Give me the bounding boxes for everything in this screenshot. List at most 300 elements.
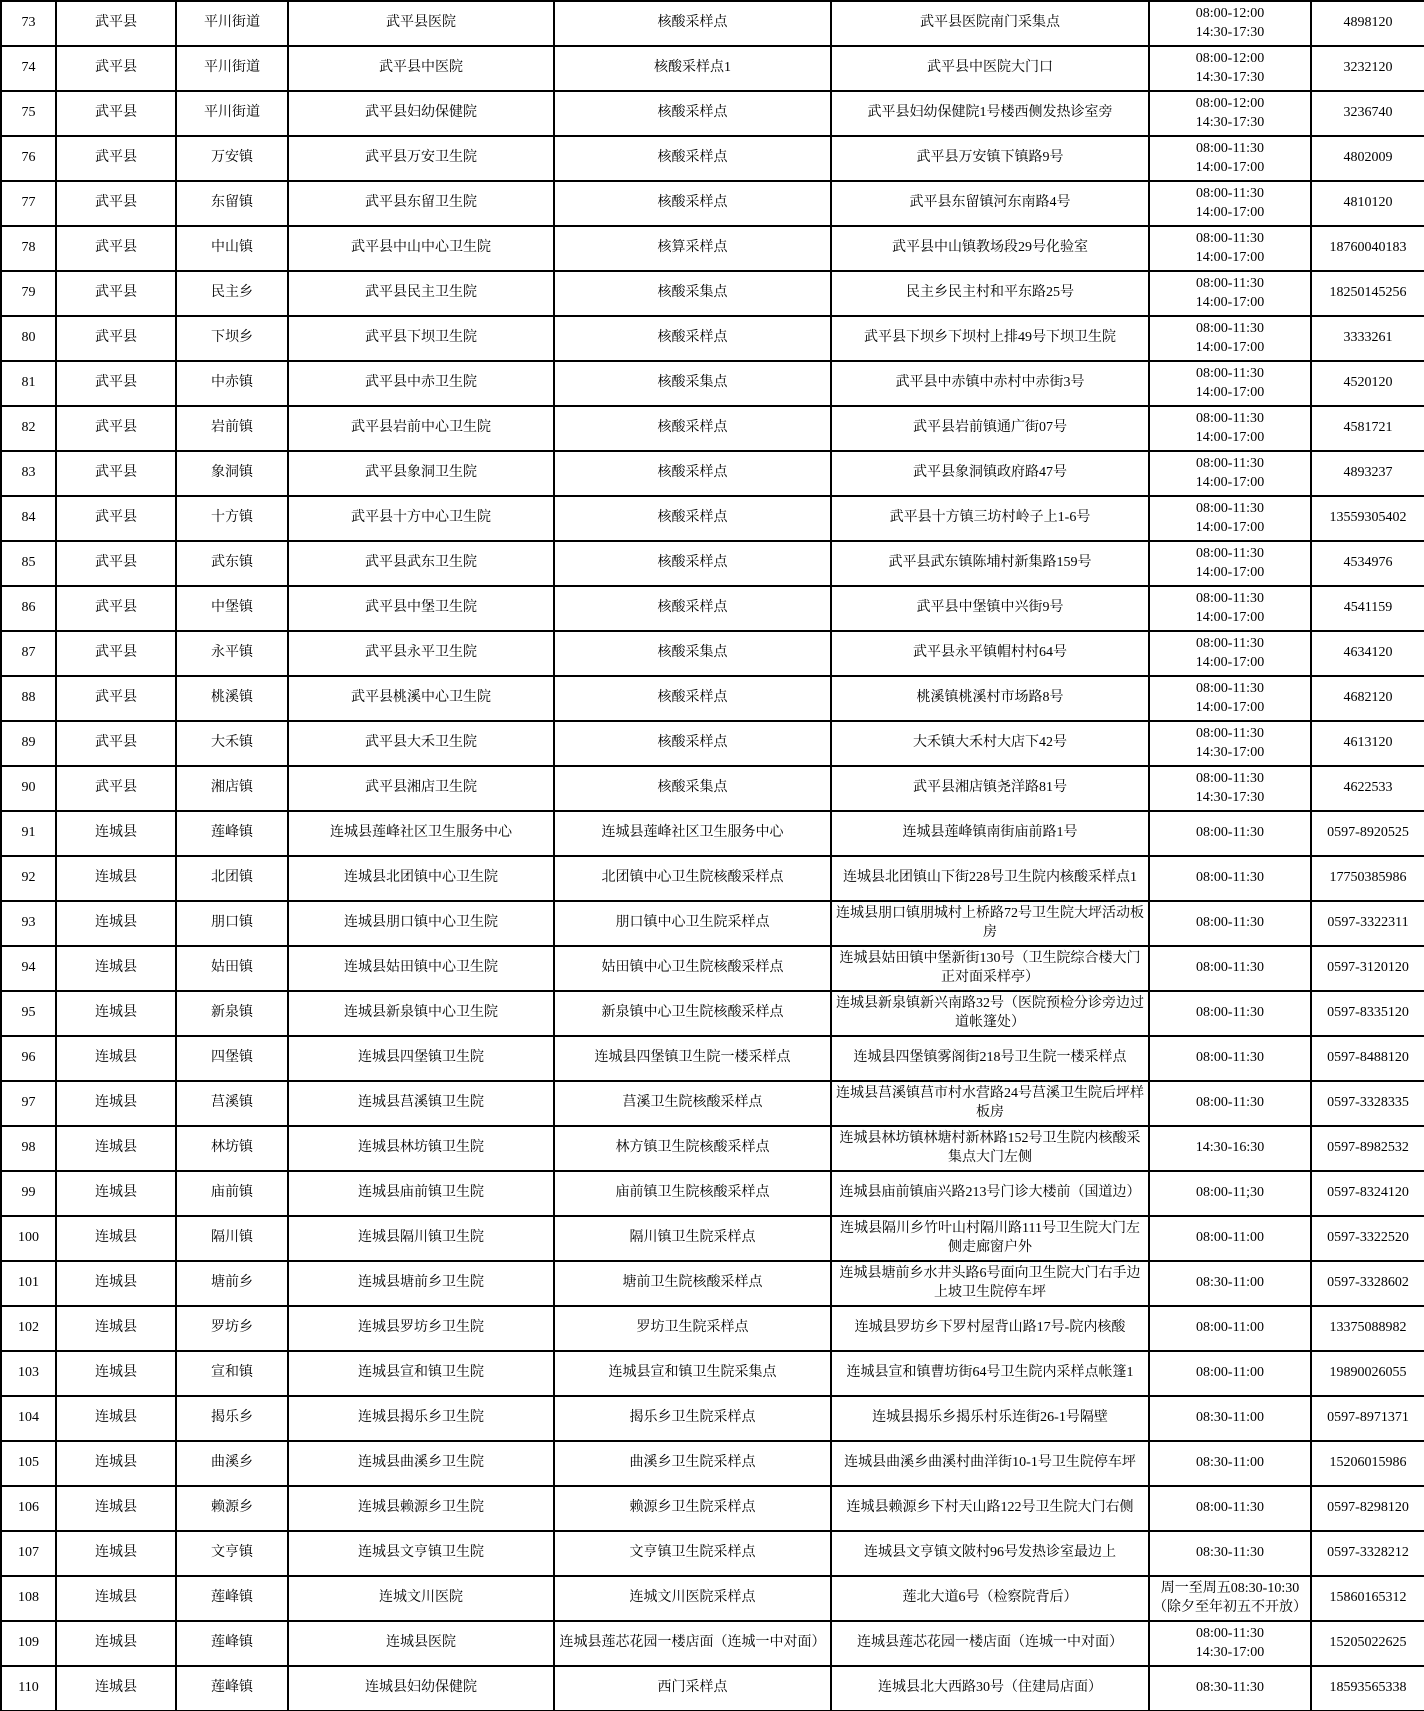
- cell-row-number: 108: [1, 1576, 56, 1621]
- cell-hours: [1149, 811, 1311, 856]
- cell-county: 武平县: [56, 541, 176, 586]
- table-row: [1, 1396, 1424, 1441]
- hours-line: 08:00-11;30: [1196, 1185, 1264, 1201]
- cell-town: 罗坊乡: [176, 1306, 288, 1351]
- table-row: [1, 1351, 1424, 1396]
- cell-town: 民主乡: [176, 271, 288, 316]
- hours-line: 08:00-11:30: [1196, 681, 1264, 697]
- hours-line: 08:30-11:00: [1196, 1410, 1264, 1426]
- cell-address: 连城县新泉镇新兴南路32号（医院预检分诊旁边过道帐篷处）: [831, 991, 1149, 1036]
- table-row: [1, 1306, 1424, 1351]
- cell-county: 连城县: [56, 1666, 176, 1711]
- cell-phone: 0597-8298120: [1311, 1486, 1424, 1531]
- cell-institution: 武平县永平卫生院: [288, 631, 554, 676]
- cell-institution: 武平县下坝卫生院: [288, 316, 554, 361]
- cell-county: 连城县: [56, 901, 176, 946]
- cell-address: 武平县武东镇陈埔村新集路159号: [831, 541, 1149, 586]
- cell-phone: 18250145256: [1311, 271, 1424, 316]
- cell-phone: 0597-3120120: [1311, 946, 1424, 991]
- cell-town: 林坊镇: [176, 1126, 288, 1171]
- cell-institution: 武平县桃溪中心卫生院: [288, 676, 554, 721]
- table-row: [1, 1666, 1424, 1711]
- table-row: [1, 226, 1424, 271]
- cell-site-name: 隔川镇卫生院采样点: [554, 1216, 831, 1261]
- hours-line: 08:00-11:30: [1196, 1095, 1264, 1111]
- table-row: [1, 316, 1424, 361]
- cell-address: 桃溪镇桃溪村市场路8号: [831, 676, 1149, 721]
- cell-address: 连城县揭乐乡揭乐村乐连街26-1号隔壁: [831, 1396, 1149, 1441]
- cell-county: 武平县: [56, 361, 176, 406]
- cell-site-name: 文亨镇卫生院采样点: [554, 1531, 831, 1576]
- cell-phone: 15860165312: [1311, 1576, 1424, 1621]
- cell-town: 塘前乡: [176, 1261, 288, 1306]
- cell-row-number: 97: [1, 1081, 56, 1126]
- table-row: [1, 91, 1424, 136]
- cell-hours: [1149, 1, 1311, 46]
- cell-county: 武平县: [56, 676, 176, 721]
- table-row: [1, 541, 1424, 586]
- cell-phone: 4682120: [1311, 676, 1424, 721]
- cell-institution: 连城县宣和镇卫生院: [288, 1351, 554, 1396]
- cell-hours: [1149, 316, 1311, 361]
- cell-institution: 连城县新泉镇中心卫生院: [288, 991, 554, 1036]
- cell-institution: 连城县妇幼保健院: [288, 1666, 554, 1711]
- hours-line: 08:00-11:30: [1196, 366, 1264, 382]
- cell-town: 大禾镇: [176, 721, 288, 766]
- cell-town: 永平镇: [176, 631, 288, 676]
- cell-institution: 连城县姑田镇中心卫生院: [288, 946, 554, 991]
- cell-site-name: 莒溪卫生院核酸采样点: [554, 1081, 831, 1126]
- cell-county: 连城县: [56, 1306, 176, 1351]
- hours-line: 14:00-17:00: [1195, 249, 1265, 265]
- cell-hours: [1149, 451, 1311, 496]
- cell-town: 湘店镇: [176, 766, 288, 811]
- cell-hours: [1149, 856, 1311, 901]
- cell-hours: [1149, 1126, 1311, 1171]
- cell-county: 武平县: [56, 586, 176, 631]
- table-row: [1, 721, 1424, 766]
- cell-phone: 18760040183: [1311, 226, 1424, 271]
- cell-institution: 连城县医院: [288, 1621, 554, 1666]
- table-row: [1, 406, 1424, 451]
- hours-line: 08:00-11:30: [1196, 825, 1264, 841]
- cell-town: 万安镇: [176, 136, 288, 181]
- cell-address: 武平县中堡镇中兴街9号: [831, 586, 1149, 631]
- cell-address: 武平县湘店镇尧洋路81号: [831, 766, 1149, 811]
- cell-county: 连城县: [56, 1441, 176, 1486]
- cell-address: 连城县莒溪镇莒市村水营路24号莒溪卫生院后坪样板房: [831, 1081, 1149, 1126]
- cell-hours: [1149, 1486, 1311, 1531]
- cell-site-name: 核酸采集点: [554, 361, 831, 406]
- cell-hours: [1149, 1261, 1311, 1306]
- cell-county: 连城县: [56, 1126, 176, 1171]
- cell-phone: 3236740: [1311, 91, 1424, 136]
- table-row: [1, 1441, 1424, 1486]
- cell-site-name: 朋口镇中心卫生院采样点: [554, 901, 831, 946]
- cell-town: 中赤镇: [176, 361, 288, 406]
- cell-institution: 武平县中赤卫生院: [288, 361, 554, 406]
- cell-site-name: 林方镇卫生院核酸采样点: [554, 1126, 831, 1171]
- cell-row-number: 74: [1, 46, 56, 91]
- table-row: [1, 361, 1424, 406]
- cell-county: 武平县: [56, 406, 176, 451]
- cell-site-name: 新泉镇中心卫生院核酸采样点: [554, 991, 831, 1036]
- cell-phone: 4581721: [1311, 406, 1424, 451]
- cell-hours: [1149, 1216, 1311, 1261]
- cell-address: 连城县莲芯花园一楼店面（连城一中对面）: [831, 1621, 1149, 1666]
- hours-line: 08:00-11:30: [1196, 546, 1264, 562]
- cell-institution: 武平县万安卫生院: [288, 136, 554, 181]
- hours-line: 14:00-17:00: [1195, 339, 1265, 355]
- table-row: [1, 451, 1424, 496]
- cell-county: 连城县: [56, 1081, 176, 1126]
- cell-phone: 0597-8920525: [1311, 811, 1424, 856]
- table-row: [1, 631, 1424, 676]
- table-row: [1, 1081, 1424, 1126]
- cell-hours: [1149, 91, 1311, 136]
- cell-row-number: 88: [1, 676, 56, 721]
- cell-county: 武平县: [56, 451, 176, 496]
- cell-address: 连城县隔川乡竹叶山村隔川路111号卫生院大门左侧走廊窗户外: [831, 1216, 1149, 1261]
- cell-town: 莒溪镇: [176, 1081, 288, 1126]
- cell-address: 武平县万安镇下镇路9号: [831, 136, 1149, 181]
- cell-phone: 4520120: [1311, 361, 1424, 406]
- table-row: [1, 1261, 1424, 1306]
- hours-line: 08:00-11:00: [1196, 1230, 1264, 1246]
- cell-county: 连城县: [56, 991, 176, 1036]
- cell-town: 莲峰镇: [176, 811, 288, 856]
- cell-site-name: 庙前镇卫生院核酸采样点: [554, 1171, 831, 1216]
- cell-hours: [1149, 496, 1311, 541]
- cell-phone: 3232120: [1311, 46, 1424, 91]
- cell-phone: 15205022625: [1311, 1621, 1424, 1666]
- cell-row-number: 92: [1, 856, 56, 901]
- hours-line: 08:00-11:30: [1196, 915, 1264, 931]
- hours-line: 08:00-11:30: [1196, 636, 1264, 652]
- table-row: [1, 1576, 1424, 1621]
- cell-phone: 4634120: [1311, 631, 1424, 676]
- table-row: [1, 181, 1424, 226]
- cell-address: 武平县象洞镇政府路47号: [831, 451, 1149, 496]
- cell-institution: 连城县罗坊乡卫生院: [288, 1306, 554, 1351]
- cell-site-name: 姑田镇中心卫生院核酸采样点: [554, 946, 831, 991]
- cell-county: 连城县: [56, 1351, 176, 1396]
- cell-county: 武平县: [56, 496, 176, 541]
- hours-line: 08:00-11:30: [1196, 771, 1264, 787]
- cell-town: 东留镇: [176, 181, 288, 226]
- cell-address: 连城县宣和镇曹坊街64号卫生院内采样点帐篷1: [831, 1351, 1149, 1396]
- hours-line: 08:00-11:30: [1196, 1050, 1264, 1066]
- cell-site-name: 核酸采样点: [554, 181, 831, 226]
- table-body: [1, 1, 1424, 1711]
- cell-row-number: 107: [1, 1531, 56, 1576]
- cell-hours: [1149, 271, 1311, 316]
- cell-county: 武平县: [56, 271, 176, 316]
- cell-address: 连城县姑田镇中堡新街130号（卫生院综合楼大门正对面采样亭）: [831, 946, 1149, 991]
- hours-line: 08:00-12:00: [1195, 6, 1265, 22]
- cell-phone: 0597-3322311: [1311, 901, 1424, 946]
- table-row: [1, 766, 1424, 811]
- hours-line: 08:00-12:00: [1195, 96, 1265, 112]
- cell-address: 莲北大道6号（检察院背后）: [831, 1576, 1149, 1621]
- cell-town: 武东镇: [176, 541, 288, 586]
- cell-hours: [1149, 1351, 1311, 1396]
- cell-town: 新泉镇: [176, 991, 288, 1036]
- cell-row-number: 98: [1, 1126, 56, 1171]
- cell-institution: 连城县莲峰社区卫生服务中心: [288, 811, 554, 856]
- cell-institution: 武平县大禾卫生院: [288, 721, 554, 766]
- cell-row-number: 106: [1, 1486, 56, 1531]
- hours-line: 14:00-17:00: [1195, 609, 1265, 625]
- cell-town: 象洞镇: [176, 451, 288, 496]
- table-row: [1, 1486, 1424, 1531]
- hours-line: 08:00-11:30: [1196, 456, 1264, 472]
- table-row: [1, 1531, 1424, 1576]
- cell-town: 宣和镇: [176, 1351, 288, 1396]
- cell-institution: 连城县北团镇中心卫生院: [288, 856, 554, 901]
- cell-row-number: 86: [1, 586, 56, 631]
- cell-address: 武平县岩前镇通广街07号: [831, 406, 1149, 451]
- cell-site-name: 曲溪乡卫生院采样点: [554, 1441, 831, 1486]
- cell-site-name: 核酸采样点: [554, 406, 831, 451]
- cell-institution: 连城县塘前乡卫生院: [288, 1261, 554, 1306]
- cell-hours: [1149, 1531, 1311, 1576]
- cell-row-number: 93: [1, 901, 56, 946]
- cell-hours: [1149, 541, 1311, 586]
- cell-site-name: 罗坊卫生院采样点: [554, 1306, 831, 1351]
- hours-line: 14:00-17:00: [1195, 294, 1265, 310]
- table-row: [1, 946, 1424, 991]
- cell-phone: 18593565338: [1311, 1666, 1424, 1711]
- cell-address: 连城县曲溪乡曲溪村曲洋街10-1号卫生院停车坪: [831, 1441, 1149, 1486]
- cell-site-name: 核酸采样点: [554, 721, 831, 766]
- cell-phone: 4802009: [1311, 136, 1424, 181]
- cell-hours: [1149, 1081, 1311, 1126]
- cell-site-name: 连城县莲芯花园一楼店面（连城一中对面）: [554, 1621, 831, 1666]
- cell-address: 连城县北大西路30号（住建局店面）: [831, 1666, 1149, 1711]
- cell-phone: 15206015986: [1311, 1441, 1424, 1486]
- cell-row-number: 87: [1, 631, 56, 676]
- cell-site-name: 赖源乡卫生院采样点: [554, 1486, 831, 1531]
- cell-town: 庙前镇: [176, 1171, 288, 1216]
- cell-site-name: 西门采样点: [554, 1666, 831, 1711]
- cell-address: 武平县中山镇教场段29号化验室: [831, 226, 1149, 271]
- hours-line: 08:00-11:30: [1196, 231, 1264, 247]
- cell-institution: 武平县医院: [288, 1, 554, 46]
- cell-hours: [1149, 901, 1311, 946]
- cell-county: 连城县: [56, 1576, 176, 1621]
- cell-hours: [1149, 946, 1311, 991]
- cell-hours: [1149, 1171, 1311, 1216]
- cell-hours: [1149, 361, 1311, 406]
- cell-row-number: 94: [1, 946, 56, 991]
- cell-phone: 17750385986: [1311, 856, 1424, 901]
- cell-site-name: 连城县宣和镇卫生院采集点: [554, 1351, 831, 1396]
- hours-line: 08:00-11:30: [1196, 1500, 1264, 1516]
- cell-row-number: 73: [1, 1, 56, 46]
- cell-phone: 0597-3328335: [1311, 1081, 1424, 1126]
- cell-site-name: 核酸采样点: [554, 676, 831, 721]
- cell-institution: 连城县揭乐乡卫生院: [288, 1396, 554, 1441]
- cell-hours: [1149, 586, 1311, 631]
- table-row: [1, 586, 1424, 631]
- cell-site-name: 核算采样点: [554, 226, 831, 271]
- cell-phone: 0597-3328602: [1311, 1261, 1424, 1306]
- cell-institution: 连城县曲溪乡卫生院: [288, 1441, 554, 1486]
- hours-line: 08:00-11:30: [1196, 321, 1264, 337]
- hours-line: 14:00-17:00: [1195, 204, 1265, 220]
- hours-line: 14:00-17:00: [1195, 429, 1265, 445]
- table-row: [1, 1036, 1424, 1081]
- cell-phone: 19890026055: [1311, 1351, 1424, 1396]
- cell-address: 连城县朋口镇朋城村上桥路72号卫生院大坪活动板房: [831, 901, 1149, 946]
- cell-town: 十方镇: [176, 496, 288, 541]
- cell-address: 连城县林坊镇林塘村新林路152号卫生院内核酸采集点大门左侧: [831, 1126, 1149, 1171]
- cell-institution: 连城县林坊镇卫生院: [288, 1126, 554, 1171]
- cell-hours: [1149, 1036, 1311, 1081]
- cell-hours: [1149, 181, 1311, 226]
- cell-phone: 3333261: [1311, 316, 1424, 361]
- cell-hours: [1149, 1396, 1311, 1441]
- cell-site-name: 核酸采样点: [554, 1, 831, 46]
- cell-town: 莲峰镇: [176, 1666, 288, 1711]
- cell-row-number: 99: [1, 1171, 56, 1216]
- cell-address: 武平县永平镇帽村村64号: [831, 631, 1149, 676]
- cell-row-number: 110: [1, 1666, 56, 1711]
- hours-line: 08:00-11:30: [1196, 1626, 1264, 1642]
- hours-line: 14:30-16:30: [1195, 1140, 1265, 1156]
- cell-phone: 0597-8488120: [1311, 1036, 1424, 1081]
- cell-row-number: 101: [1, 1261, 56, 1306]
- cell-county: 武平县: [56, 721, 176, 766]
- cell-institution: 武平县中医院: [288, 46, 554, 91]
- cell-row-number: 81: [1, 361, 56, 406]
- cell-county: 连城县: [56, 946, 176, 991]
- cell-town: 曲溪乡: [176, 1441, 288, 1486]
- table-row: [1, 1216, 1424, 1261]
- cell-county: 武平县: [56, 226, 176, 271]
- cell-county: 武平县: [56, 1, 176, 46]
- cell-phone: 4810120: [1311, 181, 1424, 226]
- cell-row-number: 77: [1, 181, 56, 226]
- cell-hours: [1149, 226, 1311, 271]
- cell-town: 下坝乡: [176, 316, 288, 361]
- cell-town: 揭乐乡: [176, 1396, 288, 1441]
- cell-county: 连城县: [56, 1531, 176, 1576]
- cell-town: 平川街道: [176, 1, 288, 46]
- hours-line: 08:00-11:30: [1196, 960, 1264, 976]
- cell-row-number: 109: [1, 1621, 56, 1666]
- cell-hours: [1149, 991, 1311, 1036]
- cell-county: 连城县: [56, 1621, 176, 1666]
- cell-phone: 4622533: [1311, 766, 1424, 811]
- hours-line: 14:30-17:30: [1195, 24, 1265, 40]
- cell-institution: 连城县四堡镇卫生院: [288, 1036, 554, 1081]
- cell-phone: 0597-3322520: [1311, 1216, 1424, 1261]
- cell-hours: [1149, 1576, 1311, 1621]
- cell-town: 赖源乡: [176, 1486, 288, 1531]
- cell-address: 武平县医院南门采集点: [831, 1, 1149, 46]
- cell-row-number: 100: [1, 1216, 56, 1261]
- cell-phone: 0597-8324120: [1311, 1171, 1424, 1216]
- hours-line: 14:00-17:00: [1195, 519, 1265, 535]
- hours-line: 14:00-17:00: [1195, 384, 1265, 400]
- cell-site-name: 连城文川医院采样点: [554, 1576, 831, 1621]
- cell-row-number: 104: [1, 1396, 56, 1441]
- hours-line: （除夕至年初五不开放）: [1153, 1599, 1307, 1615]
- hours-line: 08:00-11:30: [1196, 411, 1264, 427]
- cell-address: 连城县赖源乡下村天山路122号卫生院大门右侧: [831, 1486, 1149, 1531]
- cell-row-number: 84: [1, 496, 56, 541]
- cell-phone: 0597-8335120: [1311, 991, 1424, 1036]
- table-row: [1, 1621, 1424, 1666]
- cell-county: 连城县: [56, 1261, 176, 1306]
- cell-address: 武平县十方镇三坊村岭子上1-6号: [831, 496, 1149, 541]
- cell-phone: 4898120: [1311, 1, 1424, 46]
- table-row: [1, 676, 1424, 721]
- cell-town: 隔川镇: [176, 1216, 288, 1261]
- cell-county: 连城县: [56, 1036, 176, 1081]
- cell-site-name: 核酸采集点: [554, 271, 831, 316]
- cell-site-name: 核酸采样点1: [554, 46, 831, 91]
- hours-line: 08:30-11:30: [1196, 1545, 1264, 1561]
- cell-town: 平川街道: [176, 91, 288, 136]
- hours-line: 08:00-11:00: [1196, 1320, 1264, 1336]
- cell-address: 连城县文亨镇文陂村96号发热诊室最边上: [831, 1531, 1149, 1576]
- cell-institution: 武平县岩前中心卫生院: [288, 406, 554, 451]
- cell-address: 连城县莲峰镇南街庙前路1号: [831, 811, 1149, 856]
- cell-hours: [1149, 1306, 1311, 1351]
- cell-site-name: 核酸采样点: [554, 136, 831, 181]
- cell-site-name: 核酸采样点: [554, 541, 831, 586]
- cell-row-number: 79: [1, 271, 56, 316]
- cell-address: 武平县下坝乡下坝村上排49号下坝卫生院: [831, 316, 1149, 361]
- cell-institution: 武平县湘店卫生院: [288, 766, 554, 811]
- cell-town: 文亨镇: [176, 1531, 288, 1576]
- cell-site-name: 揭乐乡卫生院采样点: [554, 1396, 831, 1441]
- cell-phone: 13559305402: [1311, 496, 1424, 541]
- cell-row-number: 90: [1, 766, 56, 811]
- cell-town: 四堡镇: [176, 1036, 288, 1081]
- cell-hours: [1149, 1666, 1311, 1711]
- hours-line: 08:30-11:30: [1196, 1680, 1264, 1696]
- cell-county: 连城县: [56, 856, 176, 901]
- table-row: [1, 271, 1424, 316]
- hours-line: 08:00-12:00: [1195, 51, 1265, 67]
- cell-phone: 0597-8982532: [1311, 1126, 1424, 1171]
- table-row: [1, 901, 1424, 946]
- cell-row-number: 78: [1, 226, 56, 271]
- hours-line: 08:30-11:00: [1196, 1455, 1264, 1471]
- cell-institution: 连城县文亨镇卫生院: [288, 1531, 554, 1576]
- cell-institution: 武平县妇幼保健院: [288, 91, 554, 136]
- cell-institution: 武平县十方中心卫生院: [288, 496, 554, 541]
- cell-phone: 4541159: [1311, 586, 1424, 631]
- cell-address: 武平县中赤镇中赤村中赤街3号: [831, 361, 1149, 406]
- cell-site-name: 核酸采样点: [554, 586, 831, 631]
- cell-county: 连城县: [56, 1171, 176, 1216]
- cell-site-name: 核酸采集点: [554, 631, 831, 676]
- cell-address: 连城县四堡镇雾阁街218号卫生院一楼采样点: [831, 1036, 1149, 1081]
- cell-address: 连城县庙前镇庙兴路213号门诊大楼前（国道边）: [831, 1171, 1149, 1216]
- hours-line: 08:00-11:00: [1196, 1365, 1264, 1381]
- table-row: [1, 856, 1424, 901]
- cell-town: 朋口镇: [176, 901, 288, 946]
- cell-institution: 武平县东留卫生院: [288, 181, 554, 226]
- cell-hours: [1149, 766, 1311, 811]
- table-row: [1, 1126, 1424, 1171]
- hours-line: 14:30-17:00: [1195, 1644, 1265, 1660]
